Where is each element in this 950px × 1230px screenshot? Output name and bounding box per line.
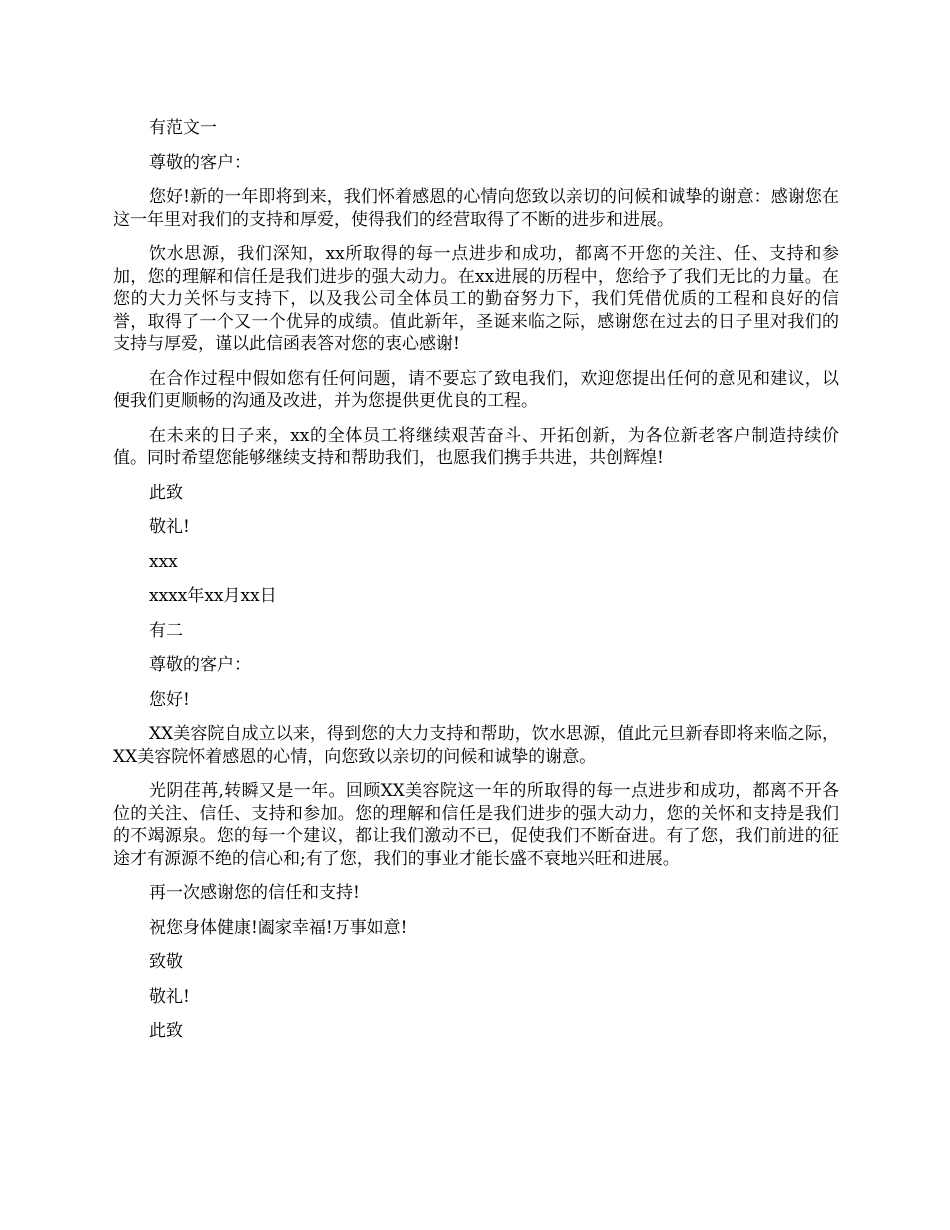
letter-one-salutation: 尊敬的客户： — [149, 152, 251, 173]
document-body — [113, 117, 839, 1055]
letter-two-greeting: 您好! — [149, 689, 190, 710]
letter-one-date: xxxx年xx月xx日 — [149, 586, 277, 606]
letter-two-heading: 有二 — [149, 620, 183, 641]
letter-one-paragraph: 您好!新的一年即将到来，我们怀着感恩的心情向您致以亲切的问候和诚挚的谢意：感谢您在这一年里对我们的支持和厚爱，使得我们的经营取得了不断的进步和进展。 — [113, 187, 839, 230]
letter-one-closing-respect: 敬礼! — [149, 517, 190, 537]
letter-two-wishes: 祝您身体健康!阖家幸福!万事如意! — [149, 917, 408, 938]
letter-two-closing-respect: 敬礼! — [149, 986, 190, 1007]
letter-one-closing: 此致 — [149, 482, 183, 503]
letter-two-thanks: 再一次感谢您的信任和支持! — [149, 883, 360, 903]
letter-two-closing-final: 此致 — [149, 1021, 183, 1041]
letter-one-paragraph: 在未来的日子来，xx的全体员工将继续艰苦奋斗、开拓创新，为各位新老客户制造持续价值。同时希望您能够继续支持和帮助我们，也愿我们携手共进，共创辉煌! — [113, 425, 839, 468]
letter-one-signature: xxx — [149, 551, 178, 572]
letter-one-paragraph: 饮水思源，我们深知，xx所取得的每一点进步和成功，都离不开您的关注、任、支持和参加，您的理解和信任是我们进步的强大动力。在xx进展的历程中，您给予了我们无比的力量。在您的大力关怀与支持下，以及我公司全体员工的勤奋努力下，我们凭借优质的工程和良好的信誉，取得了一个又一个优异的成绩。值此新年，圣诞来临之际，感谢您在过去的日子里对我们的支持与厚爱，谨以此信函表答对您的衷心感谢! — [113, 244, 839, 354]
letter-two-closing: 致敬 — [149, 952, 183, 972]
letter-two-paragraph: 光阴荏苒,转瞬又是一年。回顾XX美容院这一年的所取得的每一点进步和成功，都离不开各位的关注、信任、支持和参加。您的理解和信任是我们进步的强大动力，您的关怀和支持是我们的不竭源泉。您的每一个建议，都让我们激动不已，促使我们不断奋进。有了您，我们前进的征途才有源源不绝的信心和;有了您，我们的事业才能长盛不衰地兴旺和进展。 — [113, 781, 839, 869]
letter-two-paragraph: XX美容院自成立以来，得到您的大力支持和帮助，饮水思源，值此元旦新春即将来临之际，XX美容院怀着感恩的心情，向您致以亲切的问候和诚挚的谢意。 — [113, 724, 839, 767]
letter-one-paragraph: 在合作过程中假如您有任何问题，请不要忘了致电我们，欢迎您提出任何的意见和建议，以便我们更顺畅的沟通及改进，并为您提供更优良的工程。 — [113, 368, 839, 411]
letter-two-salutation: 尊敬的客户： — [149, 655, 251, 675]
letter-one-heading: 有范文一 — [149, 118, 217, 138]
